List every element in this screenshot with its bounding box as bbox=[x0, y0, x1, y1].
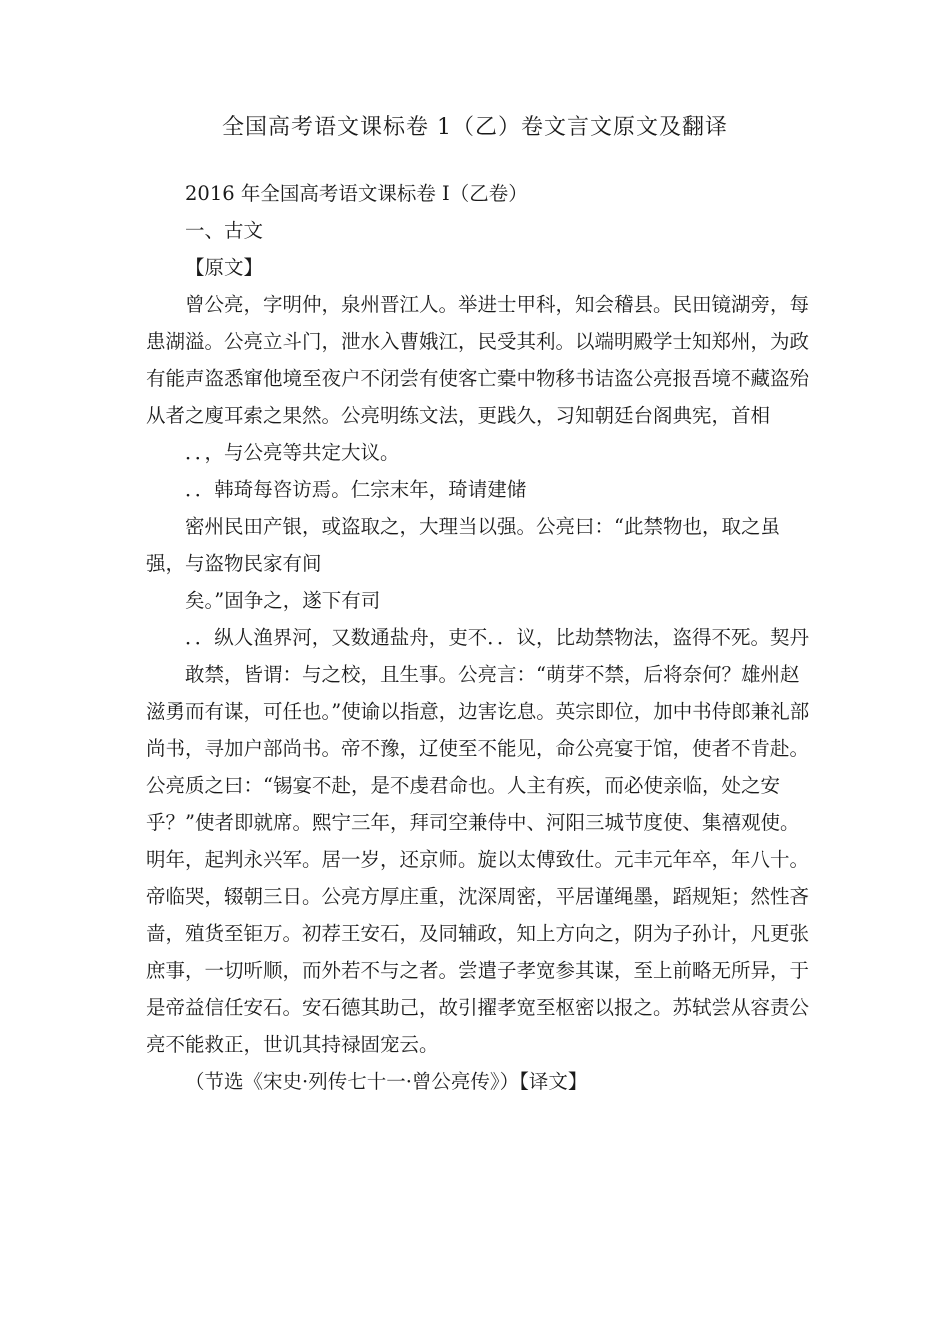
paragraph: ．．，与公亮等共定大议。 bbox=[185, 441, 400, 464]
section-heading: 一、古文 bbox=[185, 219, 264, 242]
exam-heading: 2016 年全国高考语文课标卷 I（乙卷） bbox=[185, 182, 528, 205]
original-text-label: 【原文】 bbox=[185, 256, 264, 279]
paragraph: 密州民田产银，或盗取之，大理当以强。公亮曰：“此禁物也，取之虽强，与盗物民家有间 bbox=[146, 515, 780, 575]
document-title: 全国高考语文课标卷 1（乙）卷文言文原文及翻译 bbox=[222, 115, 728, 140]
paragraph: ．．韩琦每咨访焉。仁宗末年，琦请建储 bbox=[185, 478, 527, 501]
paragraph: ．．纵人渔界河，又数通盐舟，吏不．．议，比劫禁物法，盗得不死。契丹 bbox=[185, 626, 810, 649]
paragraph: 曾公亮，字明仲，泉州晋江人。举进士甲科，知会稽县。民田镜湖旁，每患湖溢。公亮立斗门，泄水入曹娥江，民受其利。以端明殿学士知郑州，为政有能声盗悉窜他境至夜户不闭尝有使客亡橐中物移书诘盗公亮报吾境不藏盗殆从者之廋耳索之果然。公亮明练文法，更践久，习知朝廷台阁典宪，首相 bbox=[146, 293, 810, 427]
source-note: （节选《宋史·列传七十一·曾公亮传》）【译文】 bbox=[185, 1070, 588, 1093]
paragraph: 敢禁，皆谓：与之校，且生事。公亮言：“萌芽不禁，后将奈何？雄州赵滋勇而有谋，可任也。”使谕以指意，边害讫息。英宗即位，加中书侍郎兼礼部尚书，寻加户部尚书。帝不豫，辽使至不能见，命公亮宴于馆，使者不肯赴。公亮质之曰：“锡宴不赴，是不虔君命也。人主有疾，而必使亲临，处之安乎？”使者即就席。熙宁三年，拜司空兼侍中、河阳三城节度使、集禧观使。明年，起判永兴军。居一岁，还京师。旋以太傅致仕。元丰元年卒，年八十。帝临哭，辍朝三日。公亮方厚庄重，沈深周密，平居谨绳墨，蹈规矩；然性吝啬，殖货至钜万。初荐王安石，及同辅政，知上方向之，阴为子孙计，凡更张庶事，一切听顺，而外若不与之者。尝遣子孝宽参其谋，至上前略无所异，于是帝益信任安石。安石德其助己，故引擢孝宽至枢密以报之。苏轼尝从容责公亮不能救正，世讥其持禄固宠云。 bbox=[146, 663, 810, 1056]
document-body bbox=[146, 175, 811, 1100]
paragraph: 矣。”固争之，遂下有司 bbox=[185, 589, 381, 612]
